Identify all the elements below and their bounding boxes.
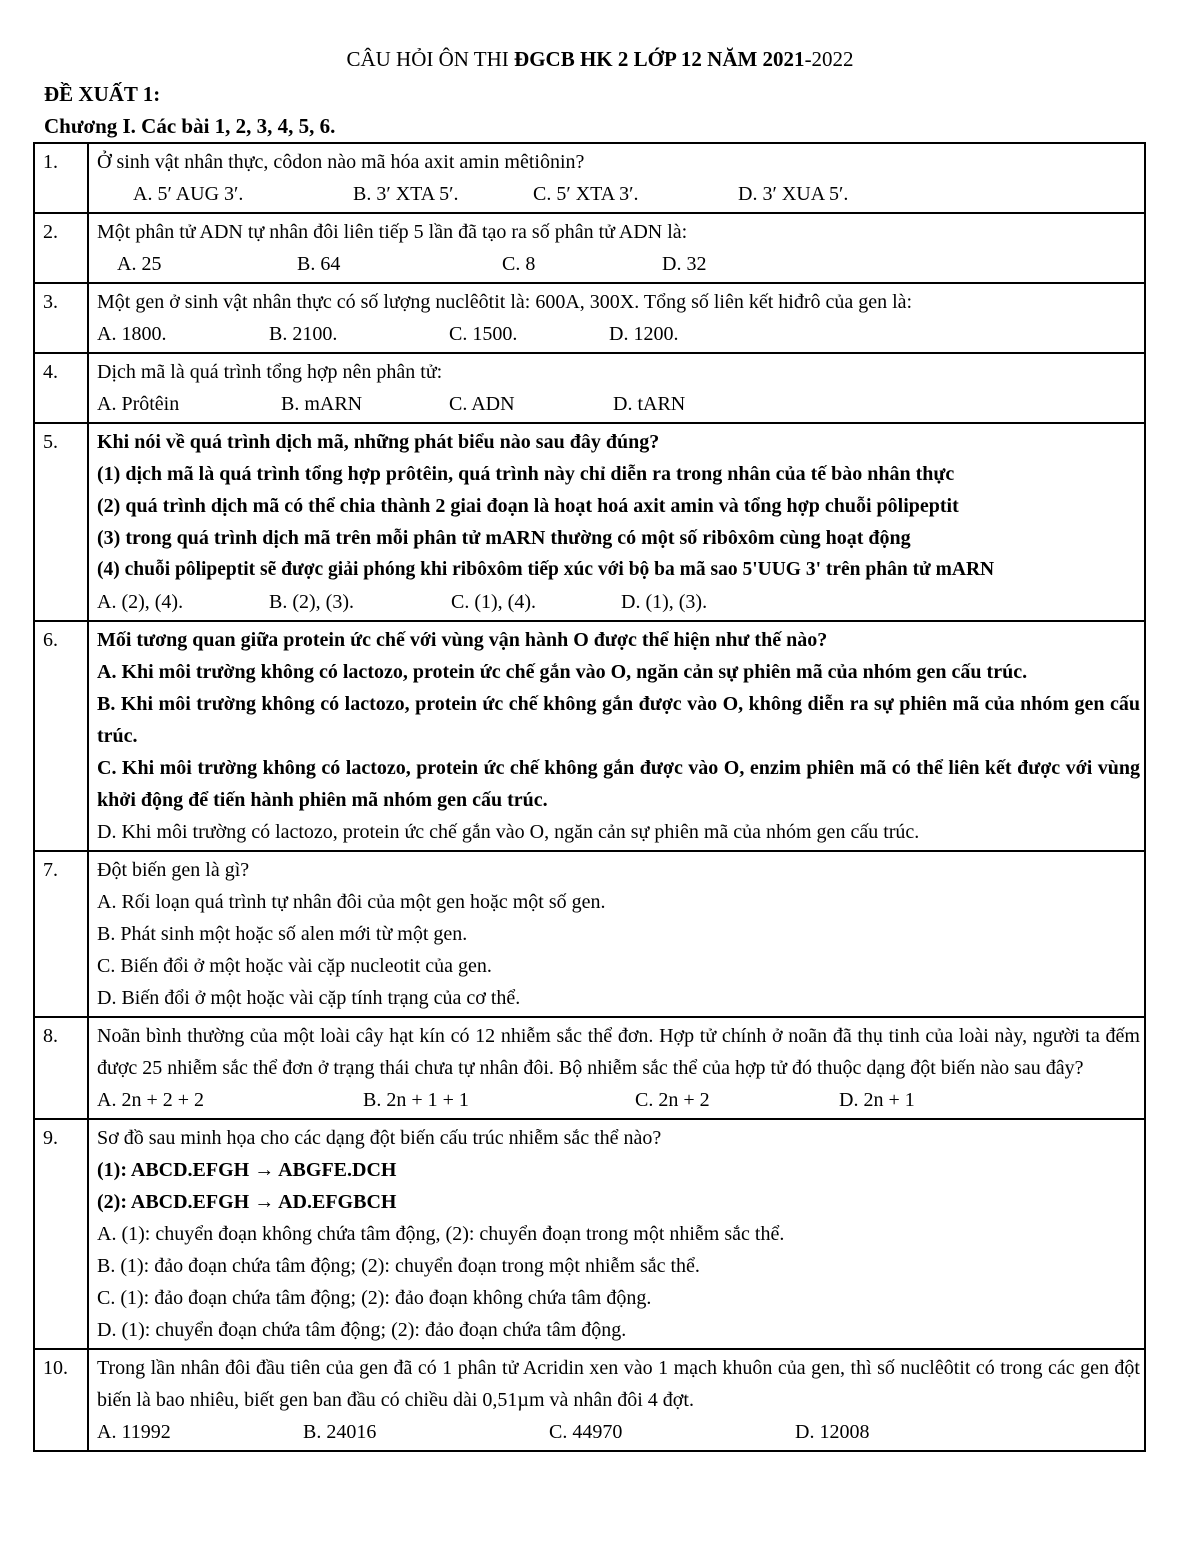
question-row: [34, 1119, 1145, 1349]
option-a: A. 11992: [97, 1421, 171, 1443]
question-number: 7.: [34, 851, 88, 1017]
question-row: [34, 353, 1145, 423]
option-c: C. (1): đảo đoạn chứa tâm động; (2): đảo đoạn không chứa tâm động.: [97, 1287, 652, 1309]
question-stem: Noãn bình thường của một loài cây hạt kín có 12 nhiễm sắc thể đơn. Hợp tử chính ở noãn đã thụ tinh của loài này, người ta đếm được 25 nhiễm sắc thể đơn ở trạng thái chưa tự nhân đôi. Bộ nhiễm sắc thể của hợp tử đó thuộc dạng đột biến nào sau đây?: [97, 1025, 1140, 1079]
answer-options: [97, 388, 1140, 420]
question-number: 6.: [34, 621, 88, 851]
option-c: C. 5′ XTA 3′.: [533, 183, 639, 205]
scheme-1: (1): ABCD.EFGH → ABGFE.DCH: [97, 1159, 397, 1181]
question-stem: Một phân tử ADN tự nhân đôi liên tiếp 5 lần đã tạo ra số phân tử ADN là:: [97, 221, 688, 243]
question-body: [88, 423, 1145, 621]
question-number: 4.: [34, 353, 88, 423]
question-number: 8.: [34, 1017, 88, 1119]
scheme-2: (2): ABCD.EFGH → AD.EFGBCH: [97, 1191, 397, 1213]
question-stem: Ở sinh vật nhân thực, côdon nào mã hóa axit amin mêtiônin?: [97, 151, 585, 173]
document-title: CÂU HỎI ÔN THI ĐGCB HK 2 LỚP 12 NĂM 2021-2022: [346, 47, 854, 71]
option-a: A. (1): chuyển đoạn không chứa tâm động, (2): chuyển đoạn trong một nhiễm sắc thể.: [97, 1223, 785, 1245]
option-c: C. Khi môi trường không có lactozo, protein ức chế không gắn được vào O, enzim phiên mã có thể liên kết được với vùng khởi động để tiến hành phiên mã nhóm gen cấu trúc.: [97, 757, 1140, 811]
question-stem: Khi nói về quá trình dịch mã, những phát biểu nào sau đây đúng?: [97, 431, 660, 453]
question-stem: Trong lần nhân đôi đầu tiên của gen đã có 1 phân tử Acridin xen vào 1 mạch khuôn của gen, thì số nuclêôtit có trong các gen đột biến là bao nhiêu, biết gen ban đầu có chiều dài 0,51µm và nhân đôi 4 đợt.: [97, 1357, 1140, 1411]
option-b: B. (2), (3).: [269, 591, 354, 613]
statement-1: (1) dịch mã là quá trình tổng hợp prôtêin, quá trình này chỉ diễn ra trong nhân của tế bào nhân thực: [97, 463, 955, 485]
option-b: B. 2n + 1 + 1: [363, 1089, 469, 1111]
option-b: B. (1): đảo đoạn chứa tâm động; (2): chuyển đoạn trong một nhiễm sắc thể.: [97, 1255, 700, 1277]
answer-options: [97, 318, 1140, 350]
option-d: D. (1): chuyển đoạn chứa tâm động; (2): đảo đoạn chứa tâm động.: [97, 1319, 627, 1341]
option-a: A. Prôtêin: [97, 393, 180, 415]
option-d: D. 32: [662, 253, 707, 275]
question-body: [88, 283, 1145, 353]
option-a: A. Rối loạn quá trình tự nhân đôi của một gen hoặc một số gen.: [97, 891, 606, 913]
option-d: D. 12008: [795, 1421, 870, 1443]
question-body: [88, 213, 1145, 283]
option-d: D. Khi môi trường có lactozo, protein ức chế gắn vào O, ngăn cản sự phiên mã của nhóm gen cấu trúc.: [97, 821, 920, 843]
question-stem: Sơ đồ sau minh họa cho các dạng đột biến cấu trúc nhiễm sắc thể nào?: [97, 1127, 662, 1149]
option-b: B. 64: [297, 253, 341, 275]
question-number: 9.: [34, 1119, 88, 1349]
option-b: B. mARN: [281, 393, 363, 415]
question-row: [34, 1349, 1145, 1451]
option-c: C. ADN: [449, 393, 515, 415]
question-row: [34, 851, 1145, 1017]
question-body: [88, 143, 1145, 213]
statement-2: (2) quá trình dịch mã có thể chia thành 2 giai đoạn là hoạt hoá axit amin và tổng hợp chuỗi pôlipeptit: [97, 495, 959, 517]
answer-options: [97, 1084, 1140, 1116]
question-row: [34, 621, 1145, 851]
question-stem: Đột biến gen là gì?: [97, 859, 250, 881]
question-row: [34, 1017, 1145, 1119]
proposal-heading: ĐỀ XUẤT 1:: [44, 82, 161, 106]
question-body: [88, 1017, 1145, 1119]
option-b: B. Phát sinh một hoặc số alen mới từ một gen.: [97, 923, 468, 945]
option-c: C. Biến đổi ở một hoặc vài cặp nucleotit của gen.: [97, 955, 492, 977]
question-table: [33, 142, 1146, 1452]
option-a: A. 25: [117, 253, 162, 275]
option-a: A. (2), (4).: [97, 591, 184, 613]
statement-3: (3) trong quá trình dịch mã trên mỗi phân tử mARN thường có một số ribôxôm cùng hoạt động: [97, 527, 911, 549]
question-number: 2.: [34, 213, 88, 283]
option-a: A. 2n + 2 + 2: [97, 1089, 205, 1111]
question-number: 5.: [34, 423, 88, 621]
answer-options: [97, 178, 1140, 210]
statement-4: (4) chuỗi pôlipeptit sẽ được giải phóng khi ribôxôm tiếp xúc với bộ ba mã sao 5'UUG 3' trên phân tử mARN: [97, 559, 995, 580]
question-body: [88, 851, 1145, 1017]
question-body: [88, 353, 1145, 423]
question-stem: Dịch mã là quá trình tổng hợp nên phân tử:: [97, 361, 443, 383]
option-b: B. 24016: [303, 1421, 377, 1443]
option-d: D. 2n + 1: [839, 1089, 915, 1111]
answer-options: [97, 248, 1140, 280]
question-row: [34, 283, 1145, 353]
option-c: C. 1500.: [449, 323, 518, 345]
question-body: [88, 621, 1145, 851]
option-b: B. Khi môi trường không có lactozo, protein ức chế không gắn được vào O, không diễn ra sự phiên mã của nhóm gen cấu trúc.: [97, 693, 1140, 747]
option-b: B. 3′ XTA 5′.: [353, 183, 459, 205]
option-d: D. tARN: [613, 393, 686, 415]
option-d: D. 1200.: [609, 323, 679, 345]
question-row: [34, 143, 1145, 213]
option-b: B. 2100.: [269, 323, 338, 345]
question-row: [34, 213, 1145, 283]
answer-options: [97, 586, 1140, 618]
option-a: A. 5′ AUG 3′.: [133, 183, 244, 205]
question-row: [34, 423, 1145, 621]
option-d: D. Biến đổi ở một hoặc vài cặp tính trạng của cơ thể.: [97, 987, 521, 1009]
option-a: A. 1800.: [97, 323, 167, 345]
option-c: C. 44970: [549, 1421, 623, 1443]
chapter-heading: Chương I. Các bài 1, 2, 3, 4, 5, 6.: [44, 114, 336, 138]
question-number: 3.: [34, 283, 88, 353]
option-a: A. Khi môi trường không có lactozo, protein ức chế gắn vào O, ngăn cản sự phiên mã của nhóm gen cấu trúc.: [97, 661, 1028, 683]
option-d: D. (1), (3).: [621, 591, 708, 613]
question-number: 10.: [34, 1349, 88, 1451]
option-c: C. 8: [502, 253, 536, 275]
answer-options: [97, 1416, 1140, 1448]
option-c: C. (1), (4).: [451, 591, 536, 613]
question-body: [88, 1349, 1145, 1451]
question-stem: Một gen ở sinh vật nhân thực có số lượng nuclêôtit là: 600A, 300X. Tổng số liên kết hiđrô của gen là:: [97, 291, 913, 313]
question-number: 1.: [34, 143, 88, 213]
option-d: D. 3′ XUA 5′.: [738, 183, 849, 205]
option-c: C. 2n + 2: [635, 1089, 710, 1111]
question-stem: Mối tương quan giữa protein ức chế với vùng vận hành O được thể hiện như thế nào?: [97, 629, 828, 651]
question-body: [88, 1119, 1145, 1349]
